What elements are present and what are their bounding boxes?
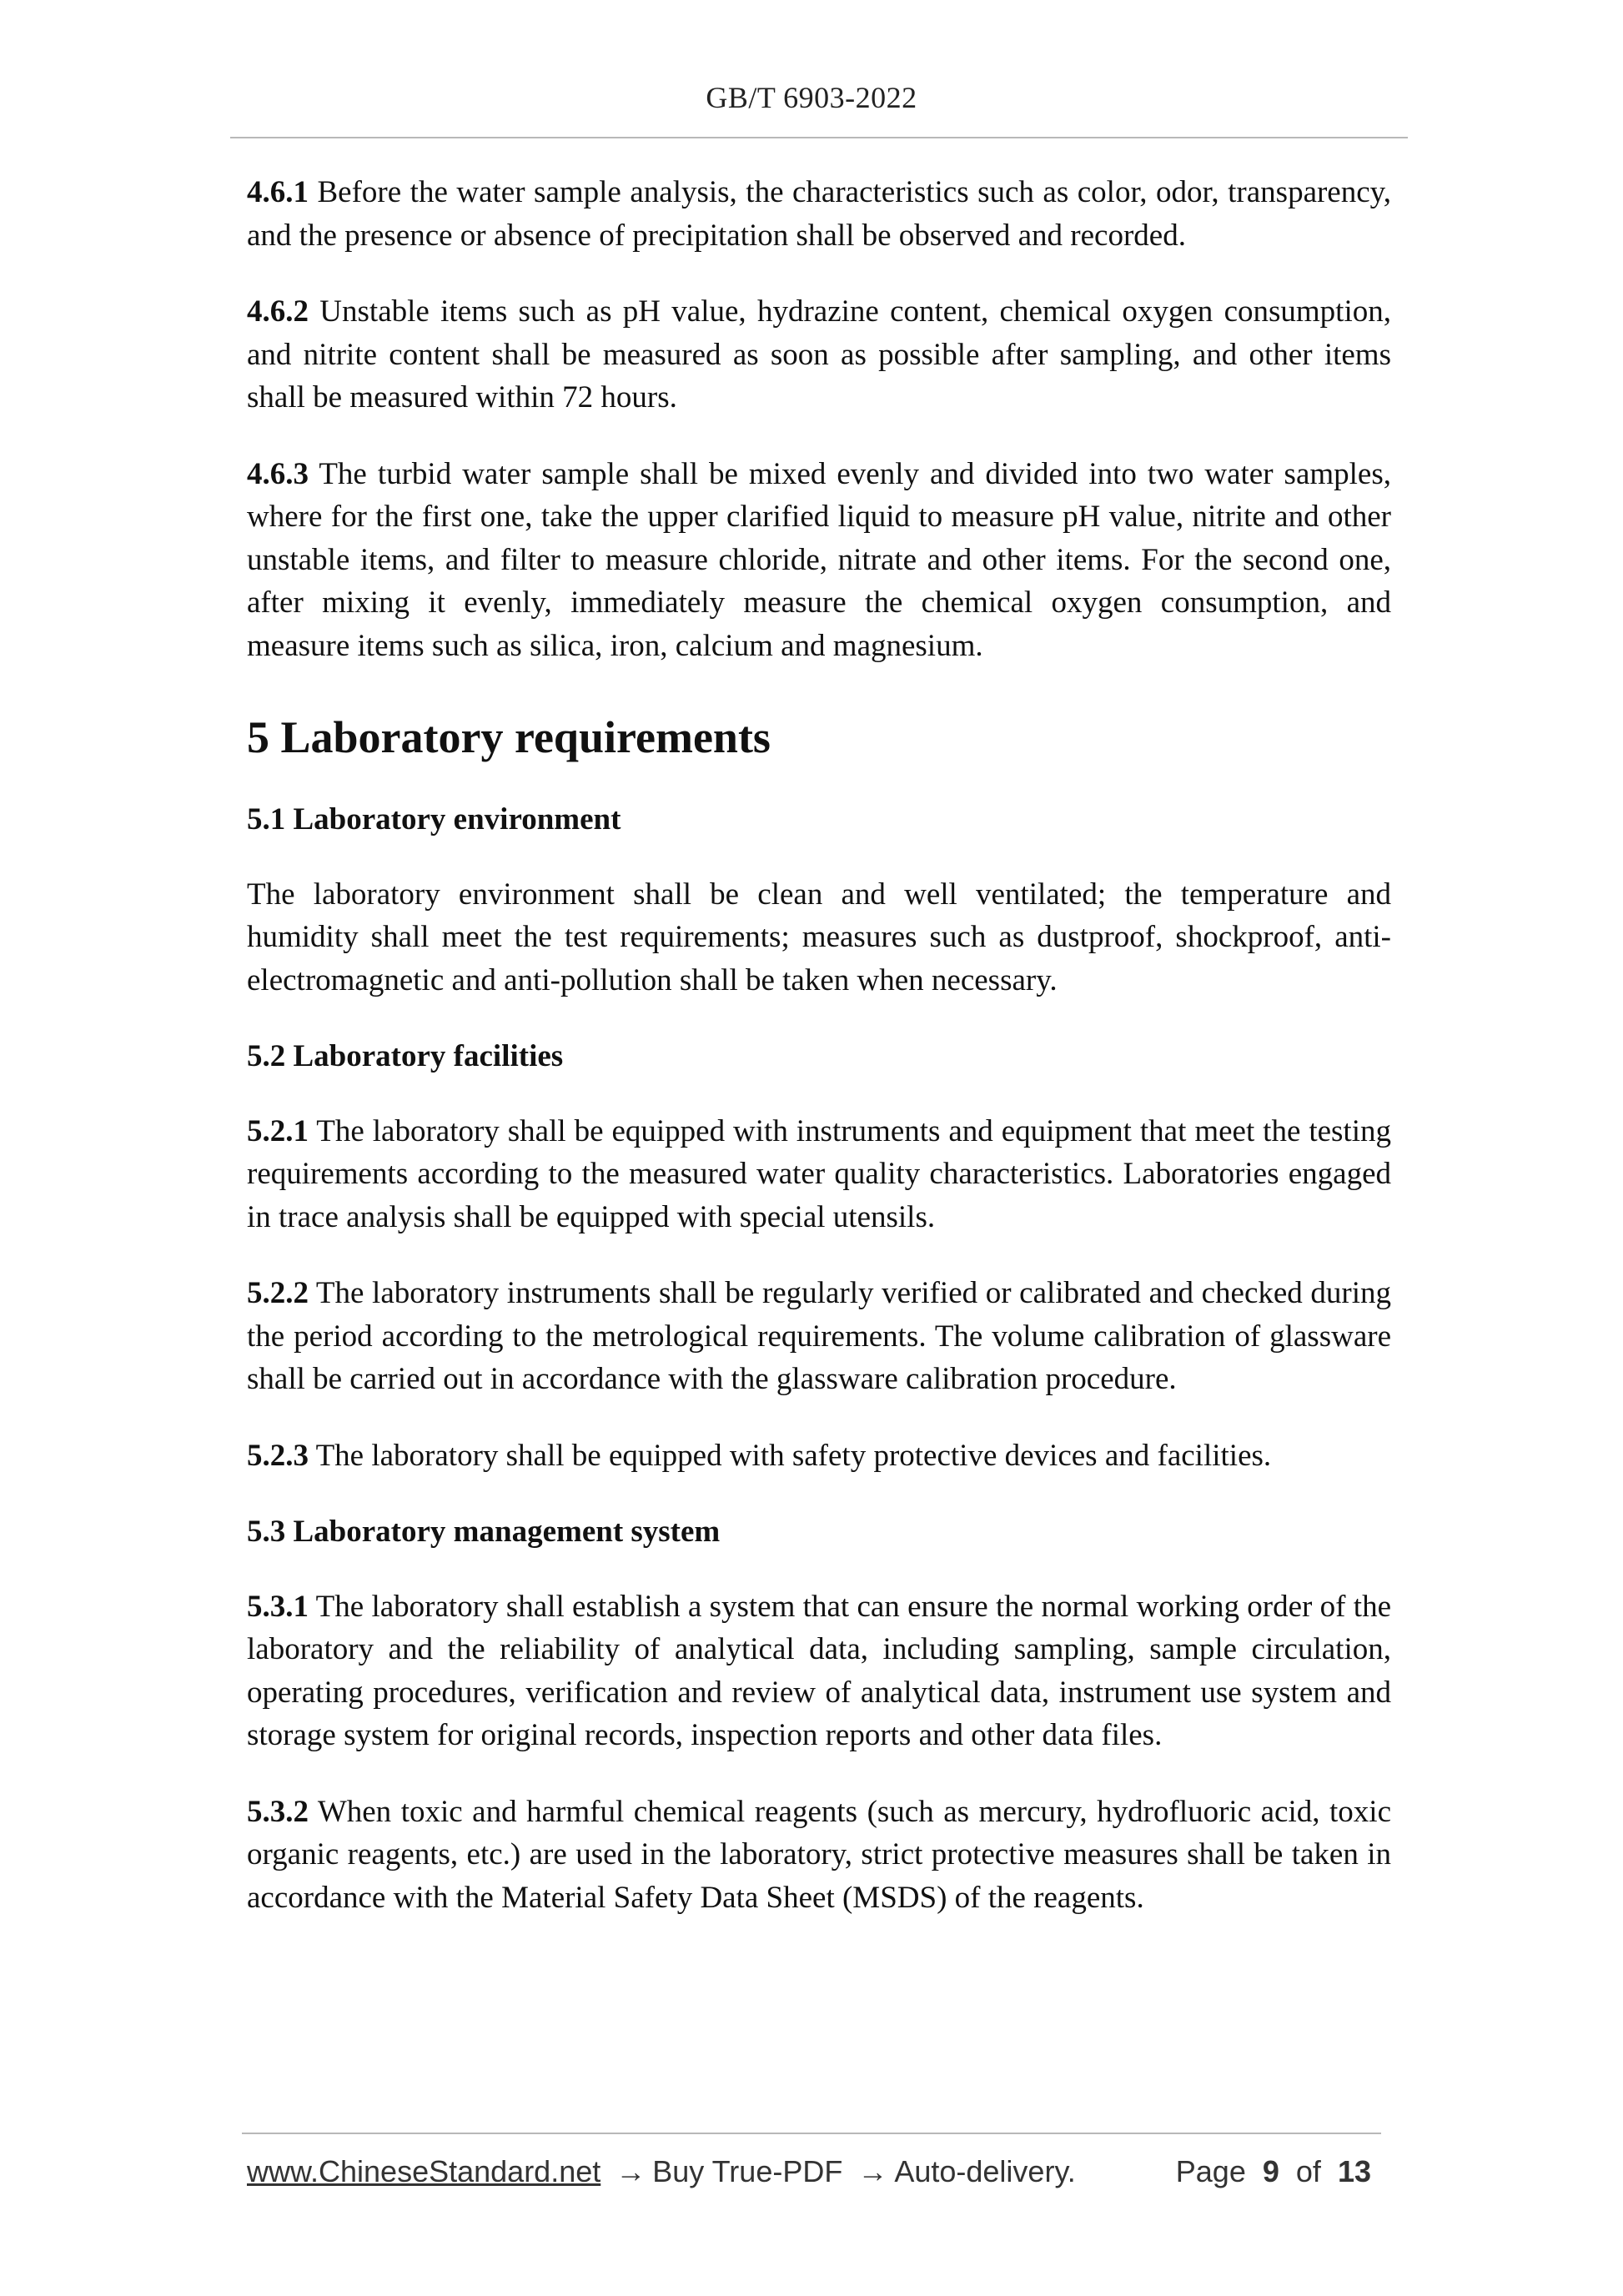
paragraph-5-3-2 — [247, 1791, 1391, 1920]
paragraph-5-2-1 — [247, 1110, 1391, 1239]
paragraph-4-6-2 — [247, 290, 1391, 420]
clause-text: Unstable items such as pH value, hydrazine content, chemical oxygen consumption, and nitrite content shall be measured as soon as possible after sampling, and other items shall be measured within 72 hours. — [247, 294, 1391, 414]
clause-text: When toxic and harmful chemical reagents (such as mercury, hydrofluoric acid, toxic organic reagents, etc.) are used in the laboratory, strict protective measures shall be taken in accordance with the Material Safety Data Sheet (MSDS) of the reagents. — [247, 1794, 1391, 1915]
footer-promo — [247, 2154, 1076, 2189]
subsection-heading-5-2: 5.2 Laboratory facilities — [247, 1039, 564, 1073]
arrow-right-icon: → — [857, 2154, 888, 2188]
buy-pdf-text: Buy True-PDF — [652, 2154, 843, 2188]
clause-text: The laboratory instruments shall be regularly verified or calibrated and checked during the period according to the metrological requirements. The volume calibration of glassware shall be carried out in accordance with the glassware calibration procedure. — [247, 1276, 1391, 1396]
subsection-heading-5-1: 5.1 Laboratory environment — [247, 802, 621, 837]
section-heading-5: 5 Laboratory requirements — [247, 712, 771, 762]
auto-delivery-text: Auto-delivery. — [894, 2154, 1076, 2188]
clause-text: The laboratory shall establish a system that can ensure the normal working order of the laboratory and the reliability of analytical data, including sampling, sample circulation, operating procedures, verification and review of analytical data, instrument use system and storage system for original records, inspection reports and other data files. — [247, 1589, 1391, 1752]
page-indicator — [1176, 2154, 1371, 2189]
paragraph-5-2-2 — [247, 1272, 1391, 1401]
footer-divider — [242, 2133, 1381, 2134]
clause-text: The laboratory shall be equipped with safety protective devices and facilities. — [309, 1438, 1272, 1473]
website-link[interactable]: www.ChineseStandard.net — [247, 2154, 601, 2188]
clause-number: 5.2.3 — [247, 1438, 309, 1473]
clause-text: Before the water sample analysis, the characteristics such as color, odor, transparency, and the presence or absence of precipitation shall be observed and recorded. — [247, 175, 1391, 253]
paragraph-4-6-3 — [247, 453, 1391, 668]
clause-number: 4.6.3 — [247, 456, 309, 491]
page-of-label: of — [1295, 2154, 1321, 2188]
clause-text: The laboratory shall be equipped with instruments and equipment that meet the testing requirements according to the measured water quality characteristics. Laboratories engaged in trace analysis shall be equipped with special utensils. — [247, 1113, 1391, 1234]
subsection-heading-5-3: 5.3 Laboratory management system — [247, 1515, 721, 1549]
clause-number: 4.6.1 — [247, 175, 309, 209]
paragraph-5-2-3 — [247, 1434, 1391, 1478]
clause-number: 5.2.2 — [247, 1276, 309, 1310]
paragraph-5-3-1 — [247, 1585, 1391, 1757]
header-divider — [230, 137, 1408, 138]
page-header-doc-id: GB/T 6903-2022 — [706, 81, 917, 114]
clause-text: The turbid water sample shall be mixed evenly and divided into two water samples, where for the first one, take the upper clarified liquid to measure pH value, nitrite and other unstable items, and filter to measure chloride, nitrate and other items. For the second one, after mixing it evenly, immediately measure the chemical oxygen consumption, and measure items such as silica, iron, calcium and magnesium. — [247, 456, 1391, 663]
clause-number: 4.6.2 — [247, 294, 309, 329]
paragraph-5-1: The laboratory environment shall be clean and well ventilated; the temperature and humidity shall meet the test requirements; measures such as dustproof, shockproof, anti-electromagnetic and anti-pollution shall be taken when necessary. — [247, 877, 1391, 997]
clause-number: 5.3.1 — [247, 1589, 309, 1624]
clause-number: 5.2.1 — [247, 1113, 309, 1148]
clause-number: 5.3.2 — [247, 1794, 309, 1829]
page-content — [247, 171, 1391, 1952]
page-footer — [247, 2154, 1381, 2196]
page-label: Page — [1175, 2154, 1246, 2188]
page-current-number: 9 — [1262, 2154, 1279, 2188]
paragraph-4-6-1 — [247, 171, 1391, 257]
page-total-number: 13 — [1337, 2154, 1371, 2188]
arrow-right-icon: → — [616, 2154, 646, 2188]
